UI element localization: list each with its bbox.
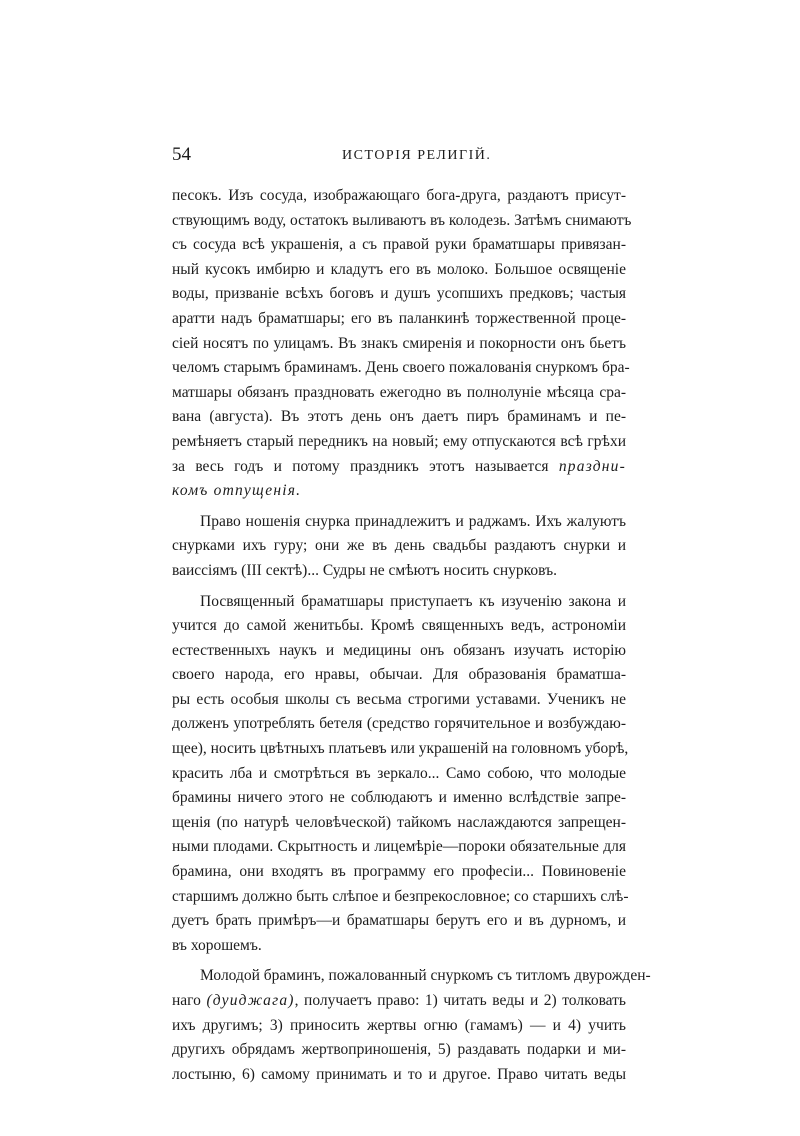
paragraph — [172, 184, 632, 504]
text-line: сіей носятъ по улицамъ. Въ знакъ смиренія и покорности онъ бьетъ — [172, 334, 626, 352]
text-line: песокъ. Изъ сосуда, изображающаго бога-друга, раздаютъ присут- — [172, 187, 626, 204]
text-line: ры есть особыя школы съ весьма строгими уставами. Ученикъ не — [172, 690, 626, 708]
text-line: аратти надъ браматшары; его въ паланкинѣ торжественной проце- — [172, 309, 626, 327]
body-text — [172, 184, 651, 1087]
text-line: ваиссіямъ (III сектѣ)... Судры не смѣютъ носить снурковъ. — [172, 561, 557, 579]
text-line: ными плодами. Скрытность и лицемѣріе—пороки обязательные для — [172, 838, 626, 856]
paragraph — [172, 590, 629, 959]
text-line: Молодой браминъ, пожалованный снуркомъ съ титломъ двурожден- — [200, 967, 651, 985]
italic-term: (дуиджага) — [206, 992, 295, 1009]
text-line: ремѣняетъ старый передникъ на новый; ему отпускаются всѣ грѣхи — [172, 432, 626, 450]
text-line: старшимъ должно быть слѣпое и безпрекословное; со старшихъ слѣ- — [172, 887, 629, 905]
text-line: долженъ употреблять бетеля (средство горячительное и возбуждаю- — [172, 715, 626, 733]
text-line: брамины ничего этого не соблюдаютъ и именно вслѣдствіе запре- — [172, 789, 626, 807]
text-line — [172, 455, 626, 480]
text-line: вана (августа). Въ этотъ день онъ даетъ пиръ браминамъ и пе- — [172, 408, 626, 426]
text-line: матшары обязанъ праздновать ежегодно въ полнолуніе мѣсяца сра- — [172, 383, 626, 401]
text-line: своего народа, его нравы, обычаи. Для образованія браматша- — [172, 666, 626, 684]
text-line: Право ношенія снурка принадлежитъ и раджамъ. Ихъ жалуютъ — [200, 512, 626, 530]
text-segment: за весь годъ и потому праздникъ этотъ называется — [172, 457, 549, 475]
text-line: брамина, они входятъ въ программу его професіи... Повиновеніе — [172, 863, 626, 881]
text-line: съ сосуда всѣ украшенія, а съ правой руки браматшары привязан- — [172, 236, 626, 254]
text-line: естественныхъ наукъ и медицины онъ обязанъ изучать исторію — [172, 641, 626, 659]
text-line: Посвященный браматшары приступаетъ къ изученію закона и — [200, 592, 626, 610]
text-line: щенія (по натурѣ человѣческой) тайкомъ наслаждаются запрещен- — [172, 813, 626, 831]
paragraph — [172, 510, 626, 584]
text-line: лостыню, 6) самому принимать и то и другое. Право читать веды — [172, 1065, 626, 1083]
text-line: снурками ихъ гуру; они же въ день свадьбы раздаютъ снурки и — [172, 537, 626, 555]
text-line — [172, 989, 626, 1014]
text-line: щее), носить цвѣтныхъ платьевъ или украшеній на головномъ уборѣ, — [172, 740, 629, 758]
text-line: ствующимъ воду, остатокъ выливаютъ въ колодезь. Затѣмъ снимаютъ — [172, 211, 632, 229]
italic-term: праздни- — [558, 457, 626, 475]
text-line: красить лба и смотрѣться въ зеркало... Само собою, что молодые — [172, 764, 626, 782]
text-segment: наго — [172, 992, 201, 1009]
text-line: дуетъ брать примѣръ—и браматшары берутъ его и въ дурномъ, и — [172, 912, 626, 930]
text-line: челомъ старымъ браминамъ. День своего пожалованія снуркомъ бра- — [172, 359, 630, 377]
text-line: въ хорошемъ. — [172, 936, 262, 954]
text-line: воды, призваніе всѣхъ боговъ и душъ усопшихъ предковъ; частыя — [172, 285, 626, 303]
page-number: 54 — [172, 144, 191, 165]
text-line: ный кусокъ имбирю и кладутъ его въ молоко. Большое освященіе — [172, 260, 626, 278]
text-line: ихъ другимъ; 3) приносить жертвы огню (гамамъ) — и 4) учить — [172, 1016, 626, 1034]
paragraph — [172, 964, 651, 1087]
italic-term: комъ отпущенія. — [172, 482, 302, 500]
text-segment: , получаетъ право: 1) читать веды и 2) толковать — [294, 992, 627, 1009]
text-line: учится до самой женитьбы. Кромѣ священныхъ ведъ, астрономіи — [172, 617, 626, 635]
running-title: ИСТОРІЯ РЕЛИГІЙ. — [342, 148, 492, 163]
text-line: другихъ обрядамъ жертвоприношенія, 5) раздавать подарки и ми- — [172, 1041, 626, 1059]
